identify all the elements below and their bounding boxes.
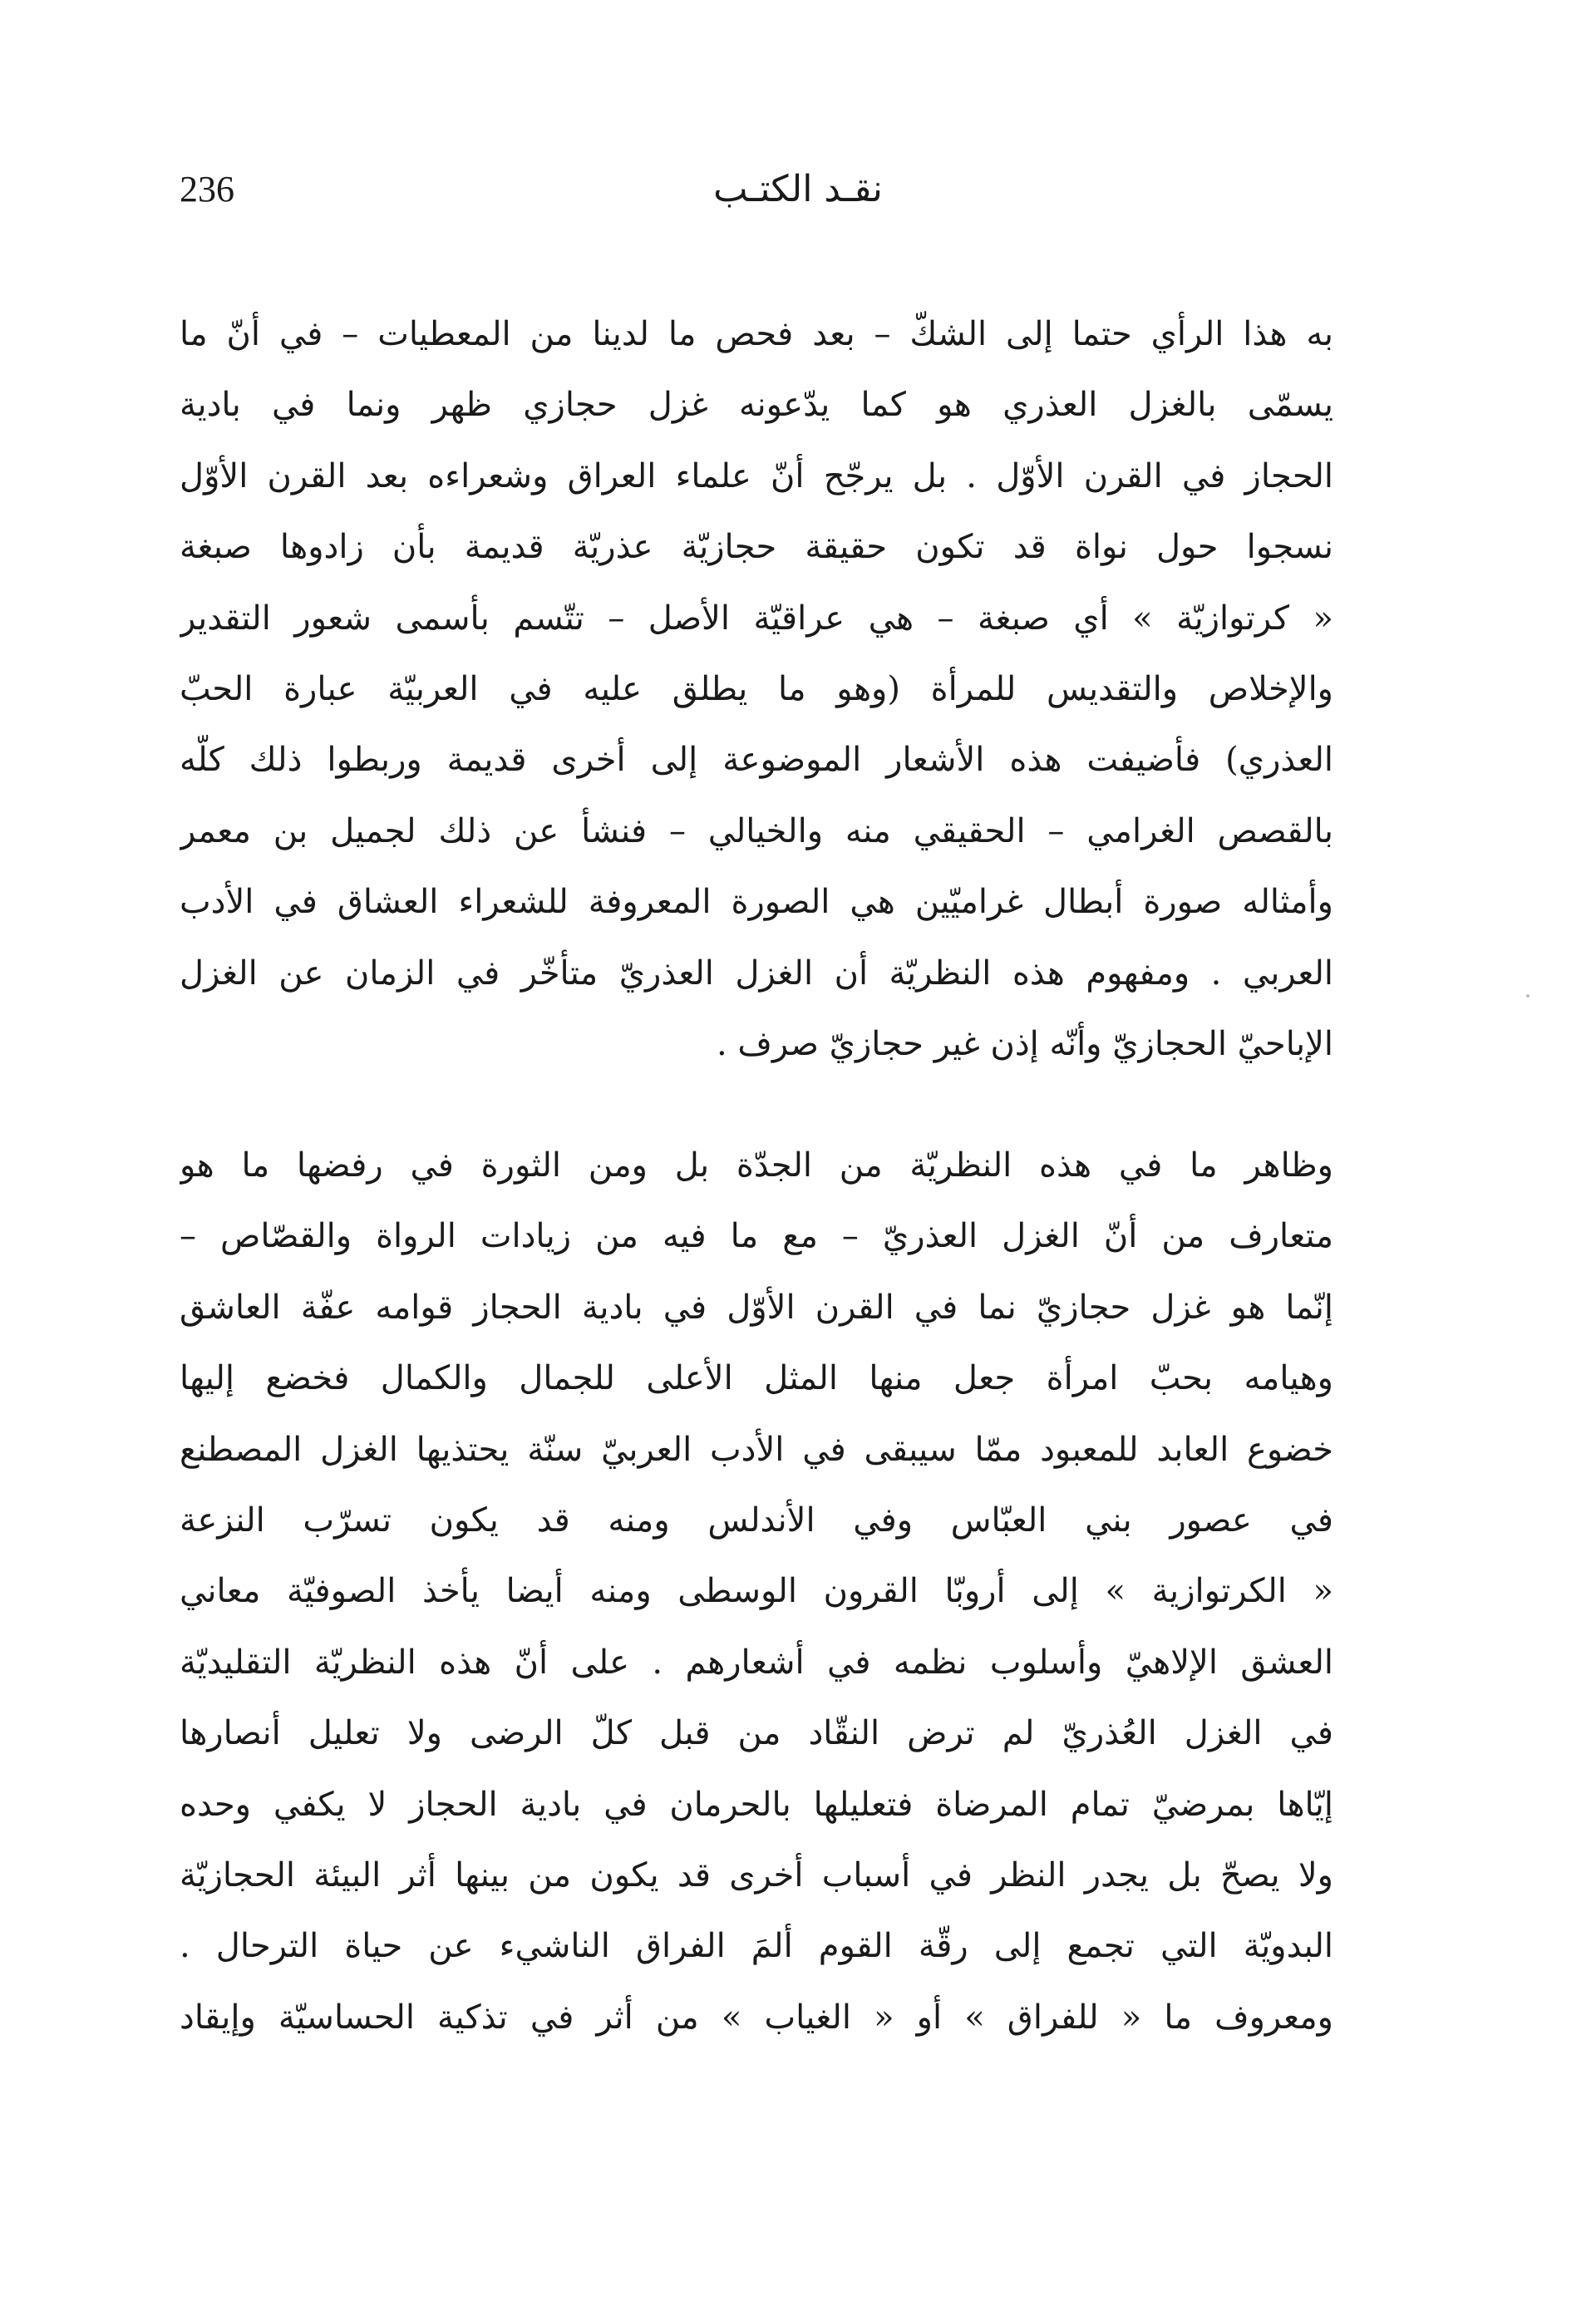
text-line: نسجوا حول نواة قد تكون حقيقة حجازيّة عذريّة قديمة بأن زادوها صبغة [180,528,1333,567]
text-line: « كرتوازيّة » أي صبغة – هي عراقيّة الأصل – تتّسم بأسمى شعور التقدير [180,599,1333,638]
text-line: خضوع العابد للمعبود ممّا سيبقى في الأدب العربيّ سنّة يحتذيها الغزل المصطنع [180,1430,1333,1469]
running-title: نقـد الكتـب [713,168,883,210]
text-line: يسمّى بالغزل العذري هو كما يدّعونه غزل حجازي ظهر ونما في بادية [180,386,1333,425]
page-number: 236 [180,169,234,209]
text-line: ولا يصحّ بل يجدر النظر في أسباب أخرى قد يكون من بينها أثر البيئة الحجازيّة [180,1855,1333,1895]
text-line: وظاهر ما في هذه النظريّة من الجدّة بل ومن الثورة في رفضها ما هو [180,1146,1333,1185]
text-line: وهيامه بحبّ امرأة جعل منها المثل الأعلى للجمال والكمال فخضع إليها [180,1359,1333,1398]
text-line: بالقصص الغرامي – الحقيقي منه والخيالي – فنشأ عن ذلك لجميل بن معمر [180,811,1333,850]
text-line: وأمثاله صورة أبطال غراميّين هي الصورة المعروفة للشعراء العشاق في الأدب [180,883,1333,922]
text-line: البدويّة التي تجمع إلى رقّة القوم ألمَ الفراق الناشيء عن حياة الترحال . [180,1927,1333,1966]
text-line: العربي . ومفهوم هذه النظريّة أن الغزل العذريّ متأخّر في الزمان عن الغزل [180,953,1333,993]
text-line: « الكرتوازية » إلى أروبّا القرون الوسطى ومنه أيضا يأخذ الصوفيّة معاني [180,1572,1333,1611]
text-line: في عصور بني العبّاس وفي الأندلس ومنه قد يكون تسرّب النزعة [180,1500,1333,1540]
text-line: به هذا الرأي حتما إلى الشكّ – بعد فحص ما لدينا من المعطيات – في أنّ ما [180,315,1333,353]
scan-speck [1526,994,1530,998]
paragraph-2 [180,1141,1333,2063]
paragraph-1 [180,309,1333,1090]
text-line: إنّما هو غزل حجازيّ نما في القرن الأوّل في بادية الحجاز قوامه عفّة العاشق [180,1288,1333,1327]
text-line: متعارف من أنّ الغزل العذريّ – مع ما فيه من زيادات الرواة والقصّاص – [180,1217,1333,1256]
text-line: الإباحيّ الحجازيّ وأنّه إذن غير حجازيّ صرف . [716,1024,1333,1063]
text-line: ومعروف ما « للفراق » أو « الغياب » من أثر في تذكية الحساسيّة وإيقاد [180,1998,1333,2037]
text-line: في الغزل العُذريّ لم ترض النقّاد من قبل كلّ الرضى ولا تعليل أنصارها [180,1714,1333,1753]
text-line: العذري) فأضيفت هذه الأشعار الموضوعة إلى أخرى قديمة وربطوا ذلك كلّه [180,741,1333,780]
text-line: إيّاها بمرضيّ تمام المرضاة فتعليلها بالحرمان في بادية الحجاز لا يكفي وحده [180,1785,1333,1824]
text-line: الحجاز في القرن الأوّل . بل يرجّح أنّ علماء العراق وشعراءه بعد القرن الأوّل [180,456,1333,495]
text-line: العشق الإلاهيّ وأسلوب نظمه في أشعارهم . على أنّ هذه النظريّة التقليديّة [180,1643,1333,1682]
text-line: والإخلاص والتقديس للمرأة (وهو ما يطلق عليه في العربيّة عبارة الحبّ [180,669,1333,708]
